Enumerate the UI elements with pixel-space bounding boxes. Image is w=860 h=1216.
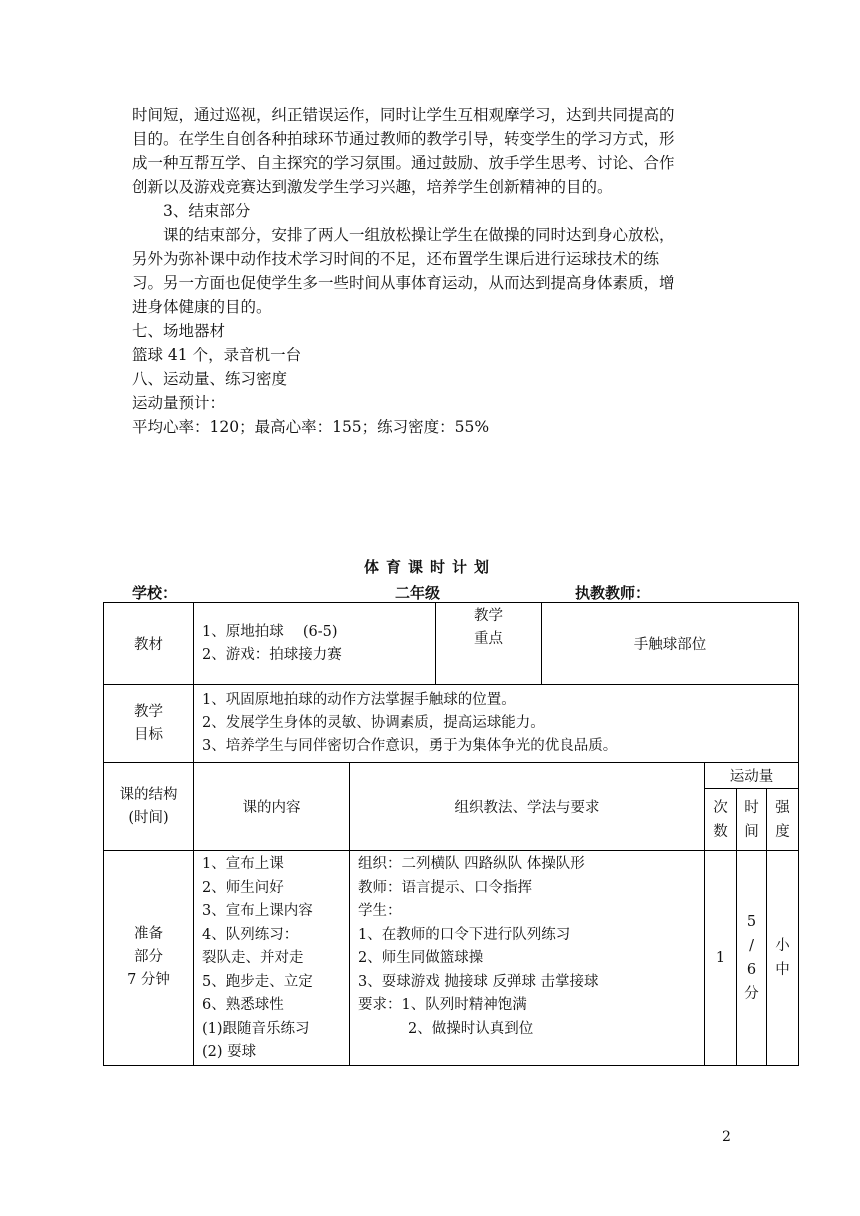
list-item: 要求：1、队列时精神饱满 [358,997,527,1013]
list-item: 5、跑步走、立定 [202,973,313,990]
plan-title: 体育课时计划 [363,558,496,576]
page-number: 2 [722,1129,731,1145]
mubiao-item: 1、巩固原地拍球的动作方法掌握手触球的位置。 [202,692,516,708]
teacher-label: 执教教师： [575,584,651,602]
paragraph-line: 目的。在学生自创各种拍球环节通过教师的教学引导，转变学生的学习方式，形 [132,130,675,148]
list-item: 1、宣布上课 [202,856,284,872]
school-label: 学校： [132,584,178,602]
list-item: (2) 耍球 [202,1044,257,1060]
header-row-1 [104,763,799,789]
list-item: 2、师生问好 [202,879,284,896]
paragraph-line: 进身体健康的目的。 [132,298,272,316]
content-header: 课的内容 [194,763,350,851]
list-item: 教师：语言提示、口令指挥 [358,879,532,896]
jiaocai-label: 教材 [104,603,194,685]
paragraph-line: 另外为弥补课中动作技术学习时间的不足，还布置学生课后进行运球技术的练 [132,250,660,268]
load-header: 运动量 [705,763,799,789]
zhongdian-label: 教学 重点 [436,603,542,685]
times-header: 次 数 [705,789,737,851]
jiaocai-item: 2、游戏：拍球接力赛 [202,646,342,663]
paragraph-line: 习。另一方面也促使学生多一些时间从事体育运动，从而达到提高身体素质，增 [132,274,675,292]
time-header: 时 间 [737,789,767,851]
paragraph-line: 创新以及游戏竞赛达到激发学生学习兴趣，培养学生创新精神的目的。 [132,178,613,196]
list-item: 2、师生同做篮球操 [358,950,484,966]
section-heading: 七、场地器材 [132,322,226,340]
list-item: 3、耍球游戏 抛接球 反弹球 击掌接球 [358,973,599,990]
list-item: 4、队列练习： [202,926,299,943]
prep-intensity: 小 中 [767,851,799,1066]
list-item: 学生： [358,903,402,919]
prep-method [350,851,705,1066]
prep-row [104,851,799,1066]
prep-times: 1 [705,851,737,1066]
method-header: 组织教法、学法与要求 [350,763,705,851]
paragraph-line: 篮球 41 个，录音机一台 [132,346,302,364]
paragraph-line: 运动量预计： [132,394,226,412]
paragraph-line: 成一种互帮互学、自主探究的学习氛围。通过鼓励、放手学生思考、讨论、合作 [132,154,675,172]
mubiao-item: 3、培养学生与同伴密切合作意识，勇于为集体争光的优良品质。 [202,738,618,754]
jiaocai-item: 1、原地拍球 (6-5) [202,623,338,640]
list-item: 3、宣布上课内容 [202,903,313,919]
section-heading: 八、运动量、练习密度 [132,370,288,388]
section-heading: 3、结束部分 [163,202,251,220]
mubiao-content [194,685,799,763]
jiaocai-row [104,603,799,685]
paragraph-line: 平均心率：120；最高心率：155；练习密度：55% [132,418,490,436]
list-item: 2、做操时认真到位 [408,1020,534,1037]
lesson-plan-table [103,602,799,1066]
mubiao-item: 2、发展学生身体的灵敏、协调素质，提高运球能力。 [202,715,545,731]
mubiao-row [104,685,799,763]
prep-time: 5 / 6 分 [737,851,767,1066]
zhongdian-value: 手触球部位 [542,603,799,685]
prep-label: 准备 部分 7 分钟 [104,851,194,1066]
prep-content [194,851,350,1066]
paragraph-line: 时间短，通过巡视，纠正错误运作，同时让学生互相观摩学习，达到共同提高的 [132,106,675,124]
grade-label: 二年级 [395,584,441,602]
list-item: 组织：二列横队 四路纵队 体操队形 [358,856,585,872]
paragraph-line: 课的结束部分，安排了两人一组放松操让学生在做操的同时达到身心放松， [163,226,675,244]
list-item: (1)跟随音乐练习 [202,1020,310,1037]
list-item: 裂队走、并对走 [202,950,304,966]
list-item: 6、熟悉球性 [202,997,284,1013]
intensity-header: 强 度 [767,789,799,851]
structure-header: 课的结构 (时间) [104,763,194,851]
list-item: 1、在教师的口令下进行队列练习 [358,926,571,943]
jiaocai-content [194,603,436,685]
mubiao-label: 教学 目标 [104,685,194,763]
